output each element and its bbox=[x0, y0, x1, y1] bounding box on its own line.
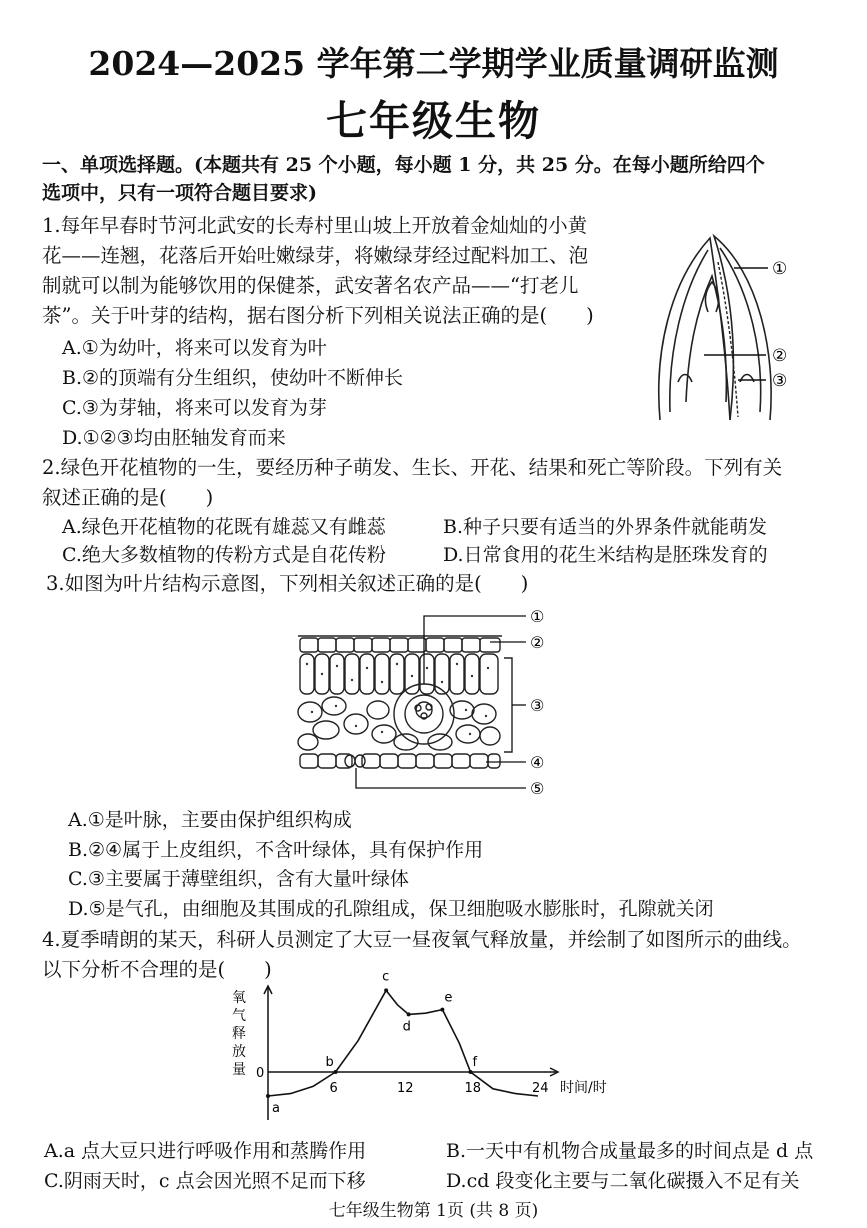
vein-inner-shape bbox=[405, 695, 443, 733]
q2-option-b[interactable]: B.种子只要有适当的外界条件就能萌发 bbox=[443, 516, 768, 538]
bud-label-1: ① bbox=[772, 259, 788, 279]
guard-cell-shape bbox=[345, 755, 355, 767]
q1-text-line: 制就可以制为能够饮用的保健茶，武安著名农产品——“打老儿 bbox=[42, 274, 579, 297]
x-tick-label: 12 bbox=[397, 1081, 414, 1096]
curve-point-d bbox=[407, 1012, 411, 1016]
q4-text-line: 4.夏季晴朗的某天，科研人员测定了大豆一昼夜氧气释放量，并绘制了如图所示的曲线。 bbox=[42, 928, 802, 951]
page-footer: 七年级生物第 1页 (共 8 页) bbox=[328, 1201, 539, 1221]
q4-option-d[interactable]: D.cd 段变化主要与二氧化碳摄入不足有关 bbox=[446, 1170, 800, 1192]
leaf-label-3: ③ bbox=[530, 696, 545, 715]
x-tick-label: 18 bbox=[464, 1081, 482, 1096]
spongy-cells bbox=[298, 697, 500, 750]
section-heading-line1: 一、单项选择题。(本题共有 25 个小题，每小题 1 分，共 25 分。在每小题所给四个 bbox=[42, 154, 765, 176]
y-axis-label: 氧气释放量 bbox=[232, 990, 246, 1078]
q2-text-line: 叙述正确的是( ) bbox=[42, 486, 214, 509]
palisade-cells bbox=[300, 654, 498, 694]
upper-epidermis-cells bbox=[300, 638, 500, 652]
q2-text-line: 2.绿色开花植物的一生，要经历种子萌发、生长、开花、结果和死亡等阶段。下列有关 bbox=[42, 456, 783, 479]
point-label-b: b bbox=[325, 1055, 334, 1070]
q2-option-d[interactable]: D.日常食用的花生米结构是胚珠发育的 bbox=[443, 544, 768, 566]
point-label-c: c bbox=[382, 969, 390, 985]
inner-leaf-left-shape bbox=[670, 250, 708, 412]
curve-point-a bbox=[266, 1094, 270, 1098]
leaf-label-1: ① bbox=[530, 607, 545, 626]
q1-option-d[interactable]: D.①②③均由胚轴发育而来 bbox=[62, 427, 286, 449]
curve-point-b bbox=[334, 1070, 338, 1074]
q1-option-a[interactable]: A.①为幼叶，将来可以发育为叶 bbox=[62, 337, 327, 359]
curve-point-f bbox=[469, 1070, 473, 1074]
q4-text-line: 以下分析不合理的是( ) bbox=[42, 958, 272, 981]
curve-point-c bbox=[384, 988, 388, 992]
q1-option-c[interactable]: C.③为芽轴，将来可以发育为芽 bbox=[62, 397, 327, 419]
leaf-label-4: ④ bbox=[530, 753, 545, 772]
lower-epidermis-cells bbox=[300, 754, 500, 768]
oxygen-release-chart bbox=[220, 969, 640, 1130]
leaf-bud-figure bbox=[648, 232, 820, 427]
q3-option-c[interactable]: C.③主要属于薄壁组织，含有大量叶绿体 bbox=[68, 868, 409, 890]
q3-option-b[interactable]: B.②④属于上皮组织，不含叶绿体，具有保护作用 bbox=[68, 839, 484, 861]
q4-option-c[interactable]: C.阴雨天时，c 点会因光照不足而下移 bbox=[44, 1170, 366, 1192]
exam-title: 2024—2025 学年第二学期学业质量调研监测 bbox=[88, 44, 779, 83]
label-pointer-line bbox=[424, 616, 526, 684]
q3-option-d[interactable]: D.⑤是气孔，由细胞及其围成的孔隙组成，保卫细胞吸水膨胀时，孔隙就关闭 bbox=[68, 898, 714, 920]
q3-text-line: 3.如图为叶片结构示意图，下列相关叙述正确的是( ) bbox=[46, 572, 529, 595]
q4-option-a[interactable]: A.a 点大豆只进行呼吸作用和蒸腾作用 bbox=[44, 1140, 367, 1162]
x-tick-label: 0 bbox=[256, 1066, 265, 1081]
leaf-cross-section-figure bbox=[290, 602, 560, 800]
q1-text-line: 花——连翘，花落后开始吐嫩绿芽，将嫩绿芽经过配料加工、泡 bbox=[42, 244, 589, 267]
q2-option-a[interactable]: A.绿色开花植物的花既有雄蕊又有雌蕊 bbox=[62, 516, 386, 538]
point-label-e: e bbox=[444, 990, 453, 1006]
mesophyll-bracket-shape bbox=[504, 658, 512, 752]
q3-option-a[interactable]: A.①是叶脉，主要由保护组织构成 bbox=[68, 809, 352, 831]
q2-option-c[interactable]: C.绝大多数植物的传粉方式是自花传粉 bbox=[62, 544, 386, 566]
label-pointer-line bbox=[356, 768, 526, 788]
leaf-label-2: ② bbox=[530, 633, 545, 652]
guard-cell-shape bbox=[355, 755, 365, 767]
leaf-primordium-shape bbox=[678, 375, 692, 383]
x-tick-label: 6 bbox=[329, 1081, 338, 1096]
q1-option-b[interactable]: B.②的顶端有分生组织，使幼叶不断伸长 bbox=[62, 367, 404, 389]
q1-text-line: 1.每年早春时节河北武安的长寿村里山坡上开放着金灿灿的小黄 bbox=[42, 214, 588, 237]
x-tick-label: 24 bbox=[532, 1081, 549, 1096]
bud-label-2: ② bbox=[772, 346, 788, 366]
q1-text-line: 茶”。关于叶芽的结构，据右图分析下列相关说法正确的是( ) bbox=[42, 304, 594, 327]
q4-option-b[interactable]: B.一天中有机物合成量最多的时间点是 d 点 bbox=[446, 1140, 814, 1162]
point-label-d: d bbox=[402, 1019, 411, 1035]
curve-point-e bbox=[440, 1008, 444, 1012]
leaf-label-5: ⑤ bbox=[530, 779, 545, 798]
bud-label-3: ③ bbox=[772, 371, 788, 391]
x-axis-label: 时间/时 bbox=[560, 1080, 607, 1096]
point-label-a: a bbox=[272, 1101, 280, 1116]
point-label-f: f bbox=[472, 1055, 478, 1070]
exam-subject: 七年级生物 bbox=[326, 97, 541, 145]
leaf-primordium-shape bbox=[740, 375, 754, 383]
section-heading-line2: 选项中，只有一项符合题目要求) bbox=[42, 182, 317, 204]
